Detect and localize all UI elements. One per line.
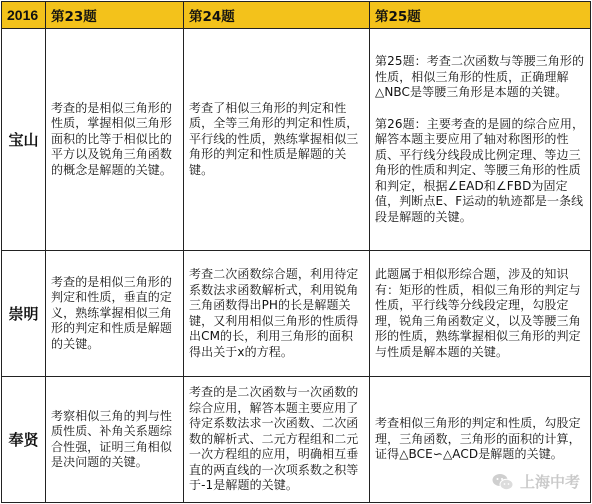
region-cell: 奉贤 bbox=[2, 377, 46, 503]
q24-cell: 考查的是二次函数与一次函数的综合应用，解答本题主要应用了待定系数法求一次函数、二次函数的解析式、二元方程组和二元一次方程组的应用，明确相互垂直的两直线的一次项系数之积等于-1是解题的关键。 bbox=[184, 377, 370, 503]
year-header: 2016 bbox=[2, 2, 46, 29]
q23-header: 第23题 bbox=[46, 2, 184, 29]
q23-cell: 考查的是相似三角形的判定和性质，垂直的定义，熟练掌握相似三角形的判定和性质是解题的关键。 bbox=[46, 251, 184, 377]
region-cell: 崇明 bbox=[2, 251, 46, 377]
watermark-text: 上海中考 bbox=[519, 473, 580, 491]
q25-paragraph: 第25题：考查二次函数与等腰三角形的性质，相似三角形的性质，正确理解△NBC是等腰三角形是本题的关键。 bbox=[375, 54, 585, 99]
q24-cell: 考查了相似三角形的判定和性质，全等三角形的判定和性质，平行线的性质，熟练掌握相似三角形的判定和性质是解题的关键。 bbox=[184, 29, 370, 251]
q23-cell: 考察相似三角的判与性质性质、补角关系题综合性强，证明三角相似是决问题的关键。 bbox=[46, 377, 184, 503]
header-row bbox=[2, 2, 591, 29]
table-row bbox=[2, 251, 591, 377]
q23-cell: 考查的是相似三角形的性质，掌握相似三角形面积的比等于相似比的平方以及锐角三角函数的概念是解题的关键。 bbox=[46, 29, 184, 251]
table-row bbox=[2, 29, 591, 251]
exam-analysis-table bbox=[1, 1, 591, 503]
region-cell: 宝山 bbox=[2, 29, 46, 251]
q25-header: 第25题 bbox=[370, 2, 591, 29]
q25-cell bbox=[370, 29, 591, 251]
q25-cell: 考查相似三角形的判定和性质，勾股定理，三角函数，三角形的面积的计算，证得△BCE∽△ACD是解题的关键。 bbox=[370, 377, 591, 503]
q24-cell: 考查二次函数综合题，利用待定系数法求函数解析式，利用锐角三角函数得出PH的长是解题关键，又利用相似三角形的性质得出CM的长，利用三角形的面积得出关于x的方程。 bbox=[184, 251, 370, 377]
wechat-icon bbox=[492, 473, 514, 491]
q25-cell: 此题属于相似形综合题，涉及的知识有：矩形的性质，相似三角形的判定与性质，平行线等分线段定理，勾股定理，锐角三角函数定义，以及等腰三角形的性质，熟练掌握相似三角形的判定与性质是解本题的关键。 bbox=[370, 251, 591, 377]
watermark bbox=[492, 471, 580, 492]
q26-paragraph: 第26题：主要考查的是圆的综合应用，解答本题主要应用了轴对称图形的性质、平行线分线段成比例定理、等边三角形的性质和判定、等腰三角形的性质和判定，根据∠EAD和∠FBD为固定值，判断点E、F运动的轨迹都是一条线段是解题的关键。 bbox=[375, 116, 585, 224]
q24-header: 第24题 bbox=[184, 2, 370, 29]
